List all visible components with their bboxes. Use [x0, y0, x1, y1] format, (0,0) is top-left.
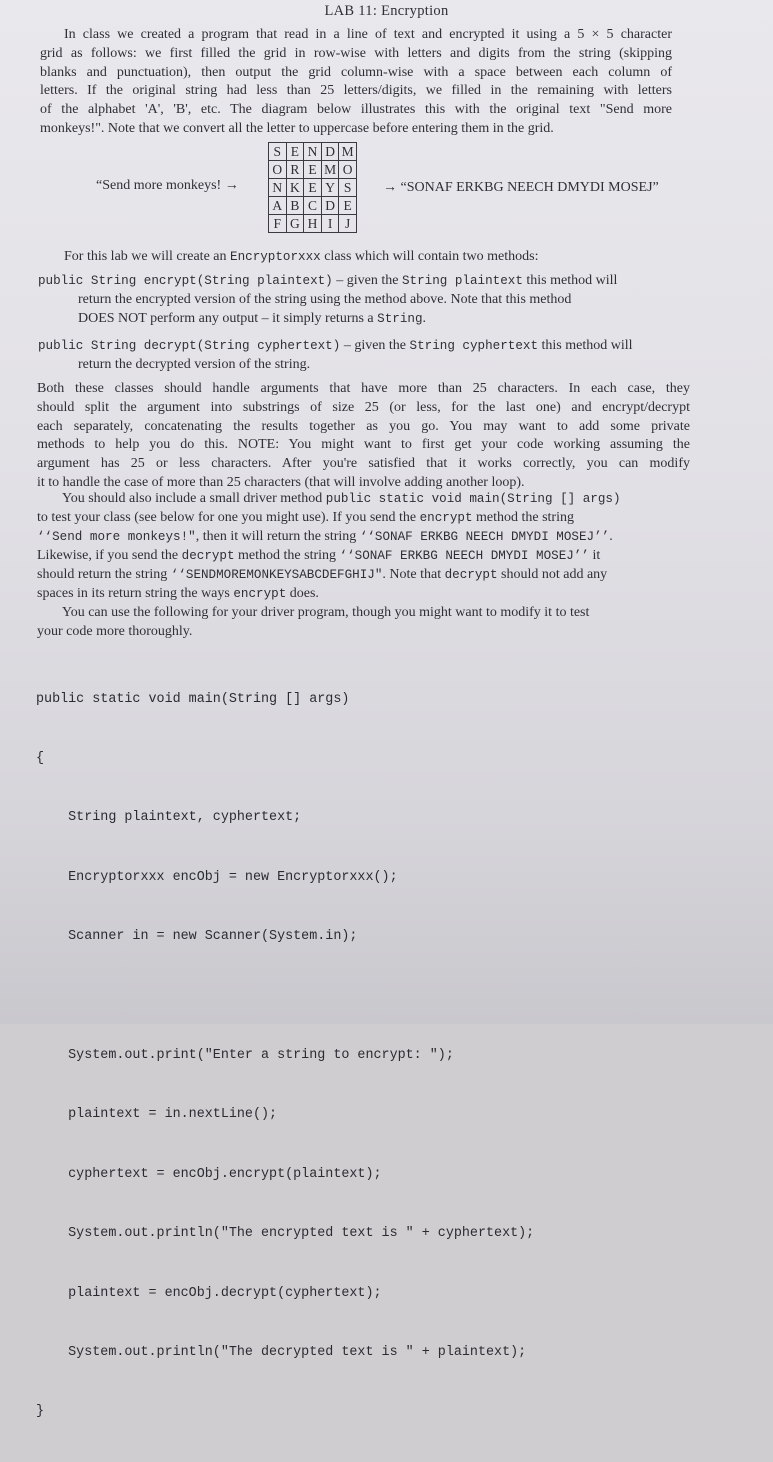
intro-line: monkeys!". Note that we convert all the letter to uppercase before entering them in the grid.: [40, 120, 554, 136]
lab-intro: [64, 249, 538, 265]
usage-line: your code more thoroughly.: [37, 624, 193, 639]
grid-cell: J: [339, 215, 357, 233]
class-name: Encryptorxxx: [230, 250, 321, 264]
grid-cell: Y: [321, 179, 339, 197]
driver-text: should not add any: [497, 567, 608, 582]
grid-cell: G: [286, 215, 304, 233]
grid-cell: E: [304, 179, 322, 197]
driver-code: public static void main(String [] args): [325, 492, 621, 506]
driver-code: encrypt: [233, 587, 287, 601]
encrypt-line3-code: String: [377, 312, 423, 326]
driver-text: does.: [286, 586, 319, 601]
encrypt-desc-code: String plaintext: [401, 274, 523, 288]
split-line: should split the argument into substrings of size 25 (or less, for the last one) and encrypt/decrypt: [37, 399, 690, 415]
driver-line: [37, 567, 607, 583]
decrypt-desc-text: – given the: [340, 338, 410, 353]
split-line: argument has 25 or less characters. After you're satisfied that it works correctly, you can modify: [37, 456, 690, 472]
driver-text: . Note that: [382, 567, 445, 582]
decrypt-desc-code: String cyphertext: [409, 339, 539, 353]
intro-line: blanks and punctuation), then output the grid column-wise with a space between each column of: [40, 64, 672, 80]
grid-cell: F: [269, 215, 287, 233]
encryption-grid: [268, 142, 357, 233]
driver-text: method the string: [234, 548, 340, 563]
split-line: each separately, concatenating the results together as you go. You may want to add some private: [37, 418, 690, 434]
encrypt-method-desc: [38, 273, 617, 289]
grid-cell: H: [304, 215, 322, 233]
split-line: it to handle the case of more than 25 characters (that will involve adding another loop).: [37, 474, 525, 490]
encrypt-line3-text: .: [422, 311, 427, 326]
driver-code: ‘‘SONAF ERKBG NEECH DMYDI MOSEJ’’: [339, 549, 589, 563]
encrypt-desc-text: – given the: [332, 273, 402, 288]
diagram-input-text: “Send more monkeys! →: [96, 178, 239, 193]
driver-code: encrypt: [419, 511, 473, 525]
code-line: System.out.println("The encrypted text is " + cyphertext);: [36, 1226, 535, 1242]
grid-cell: E: [339, 197, 357, 215]
code-line: plaintext = in.nextLine();: [36, 1107, 278, 1123]
code-line: String plaintext, cyphertext;: [36, 810, 302, 826]
driver-text: Likewise, if you send the: [37, 548, 182, 563]
driver-text: method the string: [472, 510, 574, 525]
code-line: Scanner in = new Scanner(System.in);: [36, 929, 358, 945]
grid-cell: D: [321, 197, 339, 215]
code-line: System.out.println("The decrypted text is " + plaintext);: [36, 1344, 527, 1360]
driver-text: spaces in its return string the ways: [37, 586, 234, 601]
grid-cell: K: [286, 179, 304, 197]
driver-text: , then it will return the string: [195, 529, 360, 544]
code-line: Encryptorxxx encObj = new Encryptorxxx();: [36, 869, 398, 885]
grid-cell: I: [321, 215, 339, 233]
grid-row: [269, 215, 357, 233]
grid-cell: O: [339, 161, 357, 179]
driver-code-block: [36, 650, 534, 1462]
driver-line: [62, 491, 621, 507]
driver-line: [37, 510, 574, 526]
grid-cell: E: [286, 143, 304, 161]
grid-row: [269, 179, 357, 197]
grid-cell: B: [286, 197, 304, 215]
driver-text: You should also include a small driver method: [62, 491, 326, 506]
encrypt-desc-text: this method will: [522, 273, 618, 288]
grid-cell: M: [339, 143, 357, 161]
encrypt-line3-text: DOES NOT perform any output – it simply returns a: [78, 311, 378, 326]
driver-code: decrypt: [181, 549, 235, 563]
split-line: Both these classes should handle arguments that have more than 25 characters. In each case, they: [37, 381, 690, 396]
driver-text: it: [588, 548, 601, 563]
grid-cell: C: [304, 197, 322, 215]
code-line: cyphertext = encObj.encrypt(plaintext);: [36, 1166, 382, 1182]
driver-text: to test your class (see below for one you might use). If you send the: [37, 510, 420, 525]
encrypt-method-line3: [78, 311, 426, 327]
split-paragraph: [37, 380, 690, 493]
code-line: [36, 987, 534, 1007]
grid-cell: R: [286, 161, 304, 179]
grid-cell: O: [269, 161, 287, 179]
lab-intro-prefix: For this lab we will create an: [64, 249, 231, 264]
intro-line: grid as follows: we first filled the grid in row-wise with letters and digits from the string (skipping: [40, 45, 672, 61]
driver-code: ‘‘SONAF ERKBG NEECH DMYDI MOSEJ’’: [359, 530, 610, 544]
driver-line: [37, 529, 613, 545]
driver-text: should return the string: [37, 567, 171, 582]
grid-row: [269, 161, 357, 179]
decrypt-desc-text: this method will: [538, 338, 633, 353]
driver-line: [37, 586, 319, 602]
code-line: }: [36, 1404, 45, 1420]
driver-code: ‘‘Send more monkeys!": [37, 530, 196, 544]
grid-cell: M: [321, 161, 339, 179]
grid-cell: S: [269, 143, 287, 161]
split-line: methods to help you do this. NOTE: You might want to first get your code working assuming the: [37, 437, 690, 453]
intro-line: letters. If the original string had less than 25 letters/digits, we filled in the remaining with letters: [40, 83, 672, 99]
grid-cell: N: [269, 179, 287, 197]
driver-code: decrypt: [444, 568, 498, 582]
code-line: System.out.print("Enter a string to encrypt: ");: [36, 1047, 454, 1063]
page-title: LAB 11: Encryption: [324, 3, 449, 19]
usage-line: You can use the following for your driver program, though you might want to modify it to test: [62, 605, 590, 620]
grid-cell: E: [304, 161, 322, 179]
code-line: plaintext = encObj.decrypt(cyphertext);: [36, 1285, 382, 1301]
grid-cell: S: [339, 179, 357, 197]
encrypt-method-line2: return the encrypted version of the string using the method above. Note that this method: [78, 292, 572, 307]
decrypt-signature: public String decrypt(String cyphertext): [38, 339, 341, 353]
decrypt-method-line2: return the decrypted version of the string.: [78, 357, 311, 372]
grid-cell: A: [269, 197, 287, 215]
intro-line: of the alphabet 'A', 'B', etc. The diagram below illustrates this with the original text "Send more: [40, 102, 672, 118]
driver-text: .: [609, 529, 613, 544]
lab-intro-suffix: class which will contain two methods:: [320, 249, 539, 264]
diagram-output-text: → “SONAF ERKBG NEECH DMYDI MOSEJ”: [383, 180, 659, 195]
grid-row: [269, 143, 357, 161]
driver-code: ‘‘SENDMOREMONKEYSABCDEFGHIJ": [170, 568, 383, 582]
intro-line: In class we created a program that read in a line of text and encrypted it using a 5 × 5 character: [64, 27, 672, 42]
code-line: {: [36, 750, 45, 766]
grid-cell: D: [321, 143, 339, 161]
grid-cell: N: [304, 143, 322, 161]
encrypt-signature: public String encrypt(String plaintext): [38, 274, 333, 288]
driver-line: [37, 548, 600, 564]
intro-paragraph: [40, 26, 672, 139]
code-line: public static void main(String [] args): [36, 691, 350, 707]
decrypt-method-desc: [38, 338, 633, 354]
grid-row: [269, 197, 357, 215]
